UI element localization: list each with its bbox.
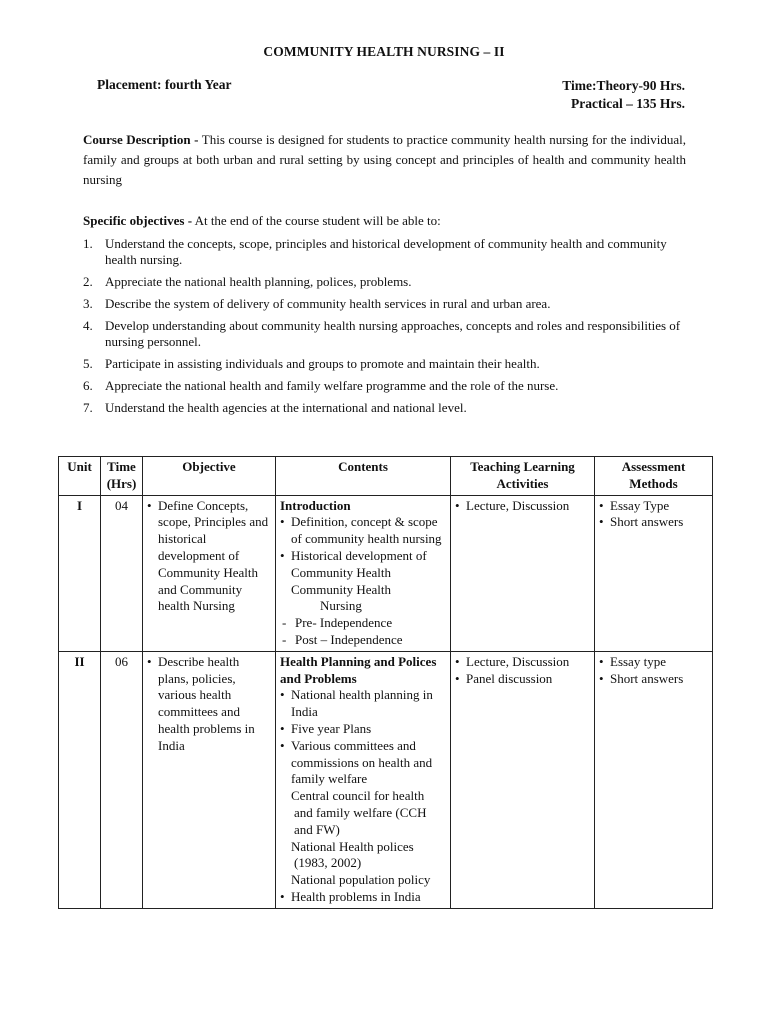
time-practical: Practical – 135 Hrs. bbox=[571, 96, 685, 111]
contents-bullet: • National health planning in India bbox=[280, 687, 446, 721]
header-teaching-learning bbox=[451, 457, 595, 496]
specific-objectives-label: Specific objectives - bbox=[83, 213, 193, 228]
objective-number: 3. bbox=[83, 296, 93, 311]
tla-cell bbox=[451, 495, 595, 651]
time-cell: 06 bbox=[101, 651, 143, 908]
contents-subline: National Health polices bbox=[291, 838, 414, 854]
tla-cell bbox=[451, 651, 595, 908]
tla-bullet: • Panel discussion bbox=[455, 671, 590, 688]
contents-subline: National population policy bbox=[291, 872, 431, 888]
header-unit: Unit bbox=[59, 457, 101, 496]
objective-text: Appreciate the national health and family welfare programme and the role of the nurse. bbox=[105, 378, 559, 393]
header-time bbox=[101, 457, 143, 496]
objective-text: Describe the system of delivery of community health services in rural and urban area. bbox=[105, 296, 551, 311]
header-time-line2: (Hrs) bbox=[106, 475, 137, 491]
course-description-text: This course is designed for students to practice community health nursing for the individual, family and groups at both urban and rural setting by using concept and principles of health and community health nursing bbox=[83, 132, 686, 187]
time-cell: 04 bbox=[101, 495, 143, 651]
objective-number: 1. bbox=[83, 236, 93, 251]
contents-title: Introduction bbox=[280, 497, 351, 513]
assessment-cell bbox=[595, 495, 713, 651]
assessment-bullet: • Short answers bbox=[599, 671, 708, 688]
contents-subline: and family welfare (CCH and FW) bbox=[294, 804, 427, 837]
objective-number: 6. bbox=[83, 378, 93, 393]
contents-title: Health Planning and Polices and Problems bbox=[280, 653, 437, 686]
header-assessment bbox=[595, 457, 713, 496]
header-assess-line2: Methods bbox=[629, 475, 678, 491]
time-theory: Time:Theory-90 Hrs. bbox=[562, 78, 685, 93]
contents-bullet: • Health problems in India bbox=[280, 889, 446, 906]
specific-objectives-intro: At the end of the course student will be able to: bbox=[192, 213, 441, 228]
header-objective: Objective bbox=[143, 457, 276, 496]
contents-dash-item: - Pre- Independence bbox=[280, 615, 446, 632]
header-tla-line2: Activities bbox=[496, 475, 549, 491]
contents-cell bbox=[276, 651, 451, 908]
tla-bullet: • Lecture, Discussion bbox=[455, 654, 590, 671]
contents-bullet: • Various committees and commissions on health and family welfare bbox=[280, 738, 446, 788]
table-header-row bbox=[59, 457, 713, 496]
header-assess-line1: Assessment bbox=[621, 459, 686, 474]
unit-cell: I bbox=[59, 495, 101, 651]
contents-bullet: • Historical development of Community Health bbox=[280, 548, 446, 582]
objective-cell bbox=[143, 495, 276, 651]
objectives-list bbox=[83, 236, 683, 422]
document-title: COMMUNITY HEALTH NURSING – II bbox=[263, 44, 505, 59]
placement-label: Placement: fourth Year bbox=[97, 77, 232, 92]
objective-text: Develop understanding about community health nursing approaches, concepts and roles and responsibilities of nursing personnel. bbox=[105, 318, 681, 349]
objective-number: 5. bbox=[83, 356, 93, 371]
objective-text: Participate in assisting individuals and groups to promote and maintain their health. bbox=[105, 356, 540, 371]
table-row bbox=[59, 495, 713, 651]
contents-dash-item: - Post – Independence bbox=[280, 632, 446, 649]
header-time-line1: Time bbox=[107, 459, 136, 474]
objective-item bbox=[83, 356, 683, 372]
objective-cell bbox=[143, 651, 276, 908]
objective-number: 4. bbox=[83, 318, 93, 333]
contents-subline: (1983, 2002) bbox=[294, 855, 362, 871]
assessment-bullet: • Essay type bbox=[599, 654, 708, 671]
contents-bullet: • Five year Plans bbox=[280, 721, 446, 738]
objective-item bbox=[83, 400, 683, 416]
unit-cell: II bbox=[59, 651, 101, 908]
course-description-label: Course Description - bbox=[83, 132, 199, 147]
objective-number: 7. bbox=[83, 400, 93, 415]
objective-item bbox=[83, 296, 683, 312]
contents-subline: Central council for health bbox=[291, 788, 425, 804]
objective-number: 2. bbox=[83, 274, 93, 289]
specific-objectives-heading bbox=[83, 213, 441, 229]
assessment-bullet: • Essay Type bbox=[599, 498, 708, 515]
assessment-bullet: • Short answers bbox=[599, 514, 708, 531]
time-block bbox=[562, 77, 685, 113]
contents-cell bbox=[276, 495, 451, 651]
table-row bbox=[59, 651, 713, 908]
objective-item bbox=[83, 378, 683, 394]
objective-item bbox=[83, 318, 683, 350]
assessment-cell bbox=[595, 651, 713, 908]
objective-item bbox=[83, 236, 683, 268]
contents-subline: Community Health bbox=[291, 581, 392, 597]
objective-bullet: • Describe health plans, policies, various health committees and health problems in India bbox=[147, 654, 271, 755]
objective-bullet: • Define Concepts, scope, Principles and historical development of Community Health and Community health Nursing bbox=[147, 498, 271, 616]
objective-text: Understand the concepts, scope, principles and historical development of community health and community health nursing. bbox=[105, 236, 667, 267]
course-description bbox=[83, 130, 686, 190]
header-contents: Contents bbox=[276, 457, 451, 496]
objective-text: Understand the health agencies at the international and national level. bbox=[105, 400, 467, 415]
tla-bullet: • Lecture, Discussion bbox=[455, 498, 590, 515]
objective-text: Appreciate the national health planning, polices, problems. bbox=[105, 274, 412, 289]
contents-bullet: • Definition, concept & scope of community health nursing bbox=[280, 514, 446, 548]
objective-item bbox=[83, 274, 683, 290]
contents-subline: Nursing bbox=[320, 598, 362, 614]
header-tla-line1: Teaching Learning bbox=[470, 459, 575, 474]
syllabus-table bbox=[58, 456, 713, 909]
